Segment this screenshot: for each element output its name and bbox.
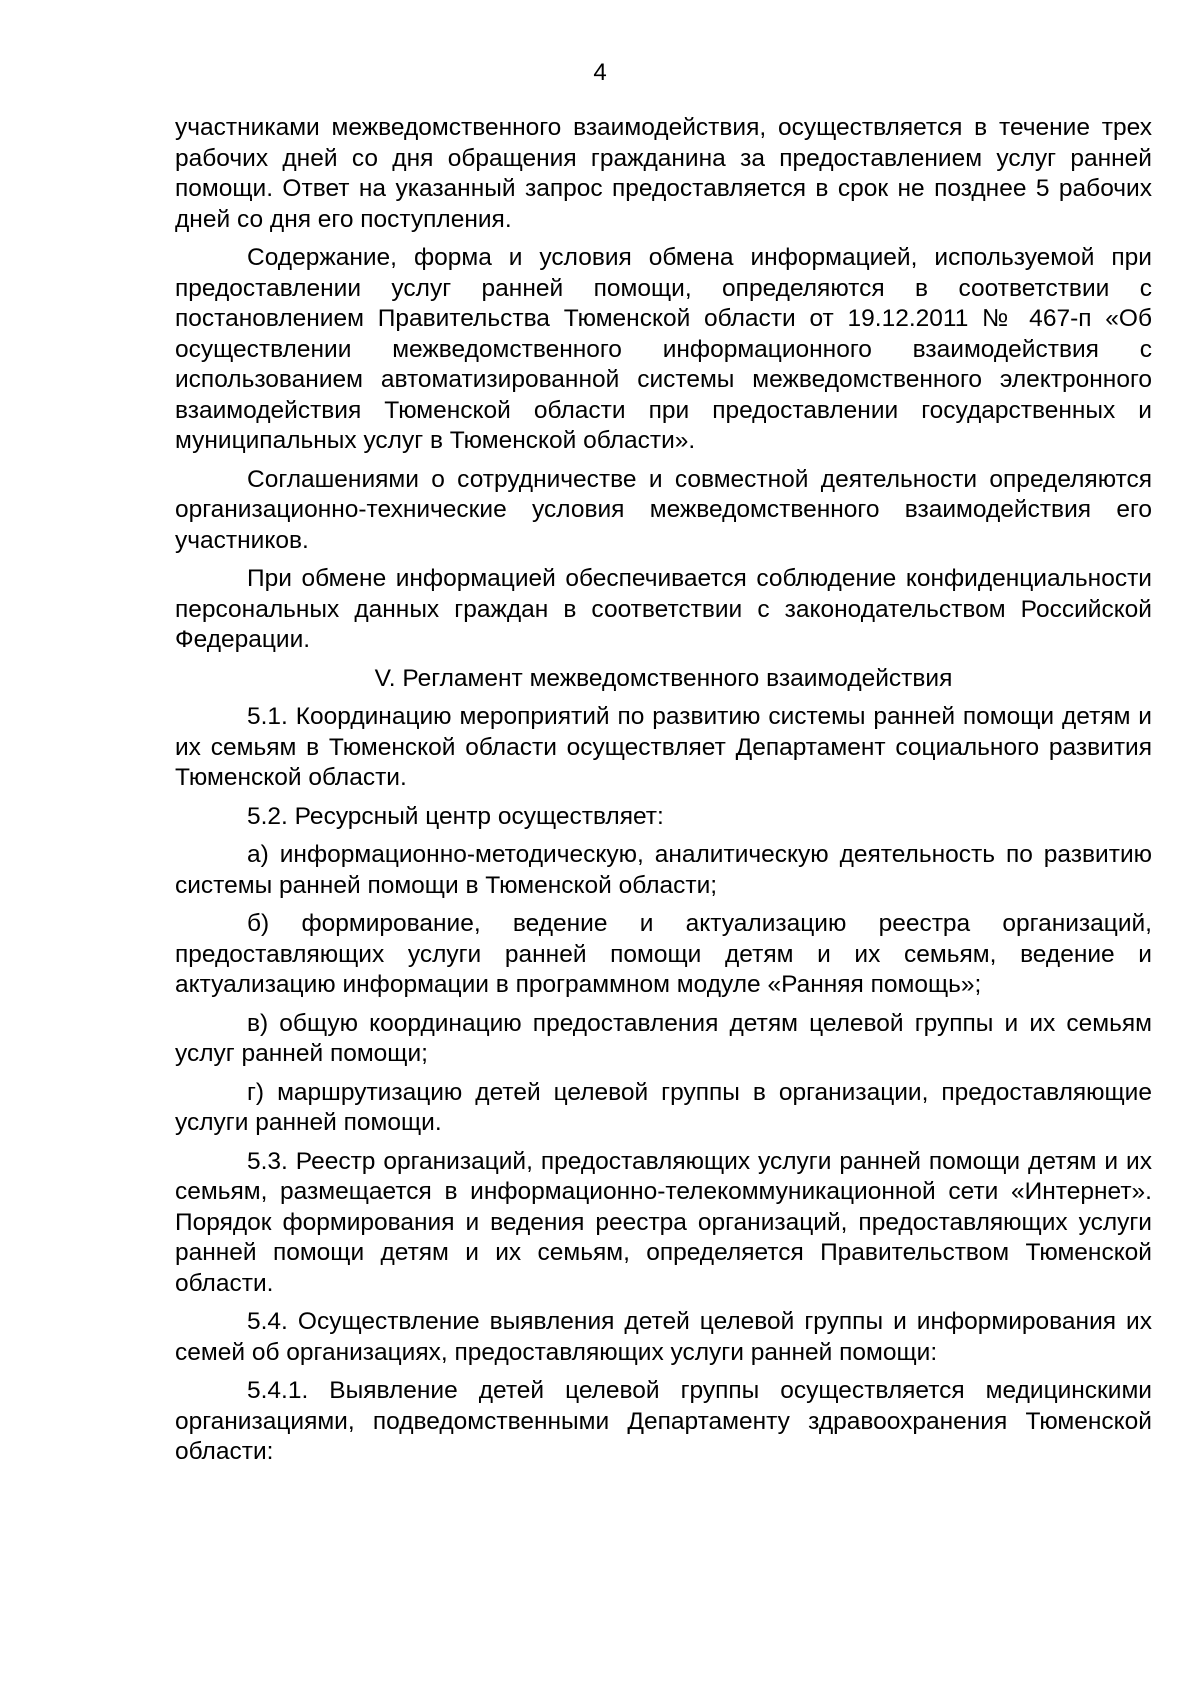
paragraph-confidentiality: При обмене информацией обеспечивается соблюдение конфиденциальности персональных данных граждан в соответствии с законодательством Российской Федерации. — [175, 565, 1152, 653]
paragraph-continuation: участниками межведомственного взаимодействия, осуществляется в течение трех рабочих дней со дня обращения гражданина за предоставлением услуг ранней помощи. Ответ на указанный запрос предоставляется в срок не позднее 5 рабочих дней со дня его поступления. — [175, 114, 1152, 233]
paragraph-5-1: 5.1. Координацию мероприятий по развитию системы ранней помощи детям и их семьям в Тюменской области осуществляет Департамент социального развития Тюменской области. — [175, 703, 1152, 791]
paragraph-5-4: 5.4. Осуществление выявления детей целевой группы и информирования их семей об организациях, предоставляющих услуги ранней помощи: — [175, 1308, 1152, 1366]
paragraph-5-2-d: г) маршрутизацию детей целевой группы в организации, предоставляющие услуги ранней помощи. — [175, 1078, 1152, 1136]
paragraph-info-exchange: Содержание, форма и условия обмена информацией, используемой при предоставлении услуг ранней помощи, определяются в соответствии с постановлением Правительства Тюменской области от 19.12.2011 № 467-п «Об осуществлении межведомственного информационного взаимодействия с использованием автоматизированной системы межведомственного электронного взаимодействия Тюменской области при предоставлении государственных и муниципальных услуг в Тюменской области». — [175, 244, 1152, 454]
paragraph-5-2-a: а) информационно-методическую, аналитическую деятельность по развитию системы ранней помощи в Тюменской области; — [175, 841, 1152, 899]
page-number: 4 — [593, 59, 607, 86]
paragraph-5-2-b: б) формирование, ведение и актуализацию реестра организаций, предоставляющих услуги ранней помощи детям и их семьям, ведение и актуализацию информации в программном модуле «Ранняя помощь»; — [175, 910, 1152, 998]
paragraph-agreements: Соглашениями о сотрудничестве и совместной деятельности определяются организационно-технические условия межведомственного взаимодействия его участников. — [175, 465, 1152, 554]
paragraph-5-2-c: в) общую координацию предоставления детям целевой группы и их семьям услуг ранней помощи; — [175, 1009, 1152, 1067]
paragraph-5-4-1: 5.4.1. Выявление детей целевой группы осуществляется медицинскими организациями, подведомственными Департаменту здравоохранения Тюменской области: — [175, 1377, 1152, 1465]
paragraph-5-3: 5.3. Реестр организаций, предоставляющих услуги ранней помощи детям и их семьям, размещается в информационно-телекоммуникационной сети «Интернет». Порядок формирования и ведения реестра организаций, предоставляющих услуги ранней помощи детям и их семьям, определяется Правительством Тюменской области. — [175, 1147, 1152, 1297]
section-heading: V. Регламент межведомственного взаимодействия — [374, 664, 953, 692]
document-body — [175, 113, 1152, 1476]
paragraph-5-2: 5.2. Ресурсный центр осуществляет: — [247, 802, 664, 830]
